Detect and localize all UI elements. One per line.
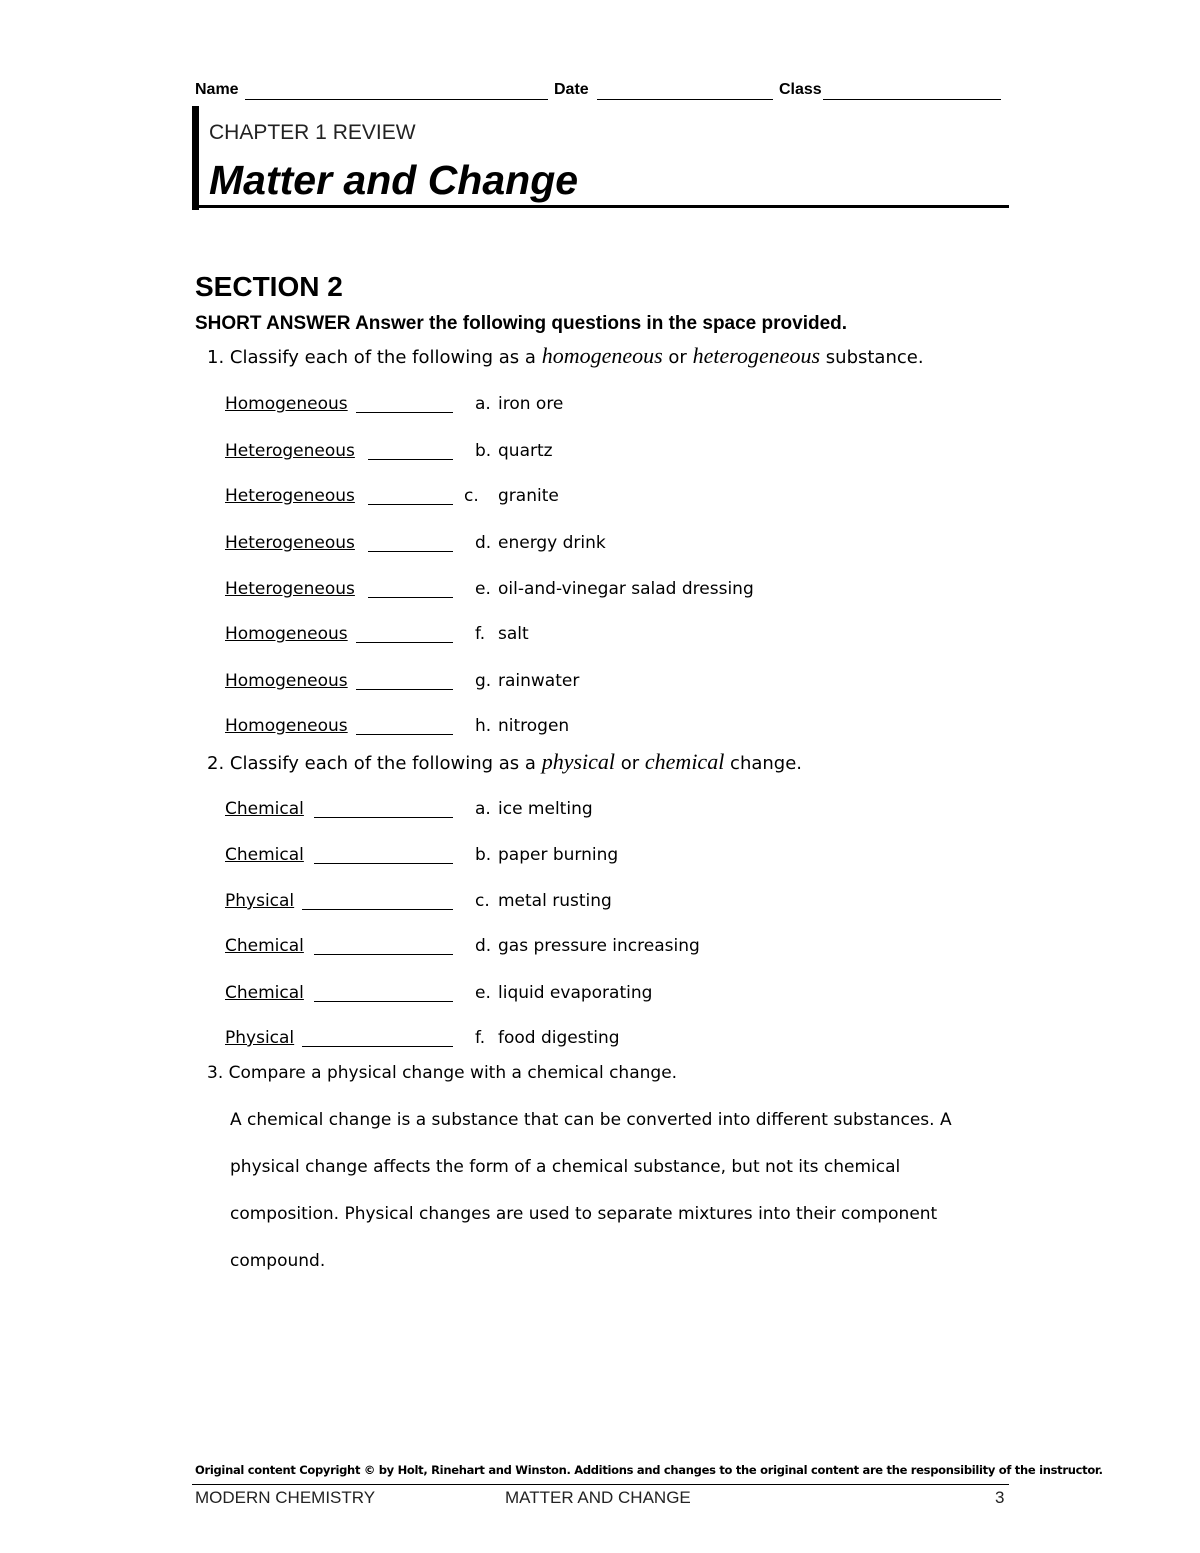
term-heterogeneous: heterogeneous [692,343,821,368]
answer-value[interactable]: Homogeneous [225,624,348,644]
answer-blank[interactable] [368,551,453,552]
answer-value[interactable]: Heterogeneous [225,533,355,553]
item-text: salt [498,624,529,644]
item-letter: c. [464,486,479,506]
item-letter: b. [475,441,492,461]
item-text: paper burning [498,845,619,865]
answer-blank[interactable] [314,817,453,818]
answer-blank[interactable] [302,909,453,910]
footer-rule [192,1484,1009,1485]
copyright-notice: Original content Copyright © by Holt, Rinehart and Winston. Additions and changes to the original content are the responsibility of the instructor. [195,1463,1103,1477]
item-letter: h. [475,716,492,736]
item-text: rainwater [498,671,580,691]
item-letter: a. [475,394,491,414]
class-label: Class [779,81,822,98]
answer-value[interactable]: Chemical [225,799,304,819]
question-text: Compare a physical change with a chemical change. [228,1063,678,1083]
date-label: Date [554,81,589,98]
item-letter: d. [475,936,492,956]
footer-chapter-title: MATTER AND CHANGE [505,1488,691,1507]
item-letter: f. [475,1028,486,1048]
item-letter: b. [475,845,492,865]
answer-blank[interactable] [356,642,453,643]
question-number: 3. [207,1063,224,1083]
answer-value[interactable]: Chemical [225,936,304,956]
item-letter: g. [475,671,492,691]
name-blank[interactable] [245,99,548,100]
answer-blank[interactable] [314,954,453,955]
item-text: granite [498,486,559,506]
chapter-rule [192,205,1009,208]
item-letter: e. [475,983,491,1003]
item-text: liquid evaporating [498,983,653,1003]
answer-value[interactable]: Physical [225,891,295,911]
answer-blank[interactable] [356,412,453,413]
chapter-title: Matter and Change [209,157,579,203]
item-text: gas pressure increasing [498,936,700,956]
item-letter: f. [475,624,486,644]
answer-blank[interactable] [314,1001,453,1002]
item-text: oil-and-vinegar salad dressing [498,579,754,599]
chapter-label: CHAPTER 1 REVIEW [209,121,416,144]
item-text: quartz [498,441,553,461]
question-3 [207,1061,677,1085]
answer-value[interactable]: Heterogeneous [225,486,355,506]
date-blank[interactable] [597,99,773,100]
chapter-side-bar [192,106,199,210]
item-letter: e. [475,579,491,599]
section-instructions: SHORT ANSWER Answer the following questions in the space provided. [195,313,848,334]
answer-value[interactable]: Homogeneous [225,394,348,414]
answer-line[interactable]: A chemical change is a substance that can be converted into different substances. A [230,1110,952,1130]
answer-value[interactable]: Heterogeneous [225,579,355,599]
item-text: metal rusting [498,891,612,911]
question-number: 1. [207,347,225,368]
answer-value[interactable]: Chemical [225,845,304,865]
answer-value[interactable]: Heterogeneous [225,441,355,461]
name-label: Name [195,81,239,98]
answer-value[interactable]: Homogeneous [225,671,348,691]
page-number: 3 [995,1488,1005,1507]
answer-blank[interactable] [368,459,453,460]
item-text: energy drink [498,533,606,553]
item-letter: a. [475,799,491,819]
footer-book-title: MODERN CHEMISTRY [195,1488,376,1507]
answer-value[interactable]: Chemical [225,983,304,1003]
item-letter: c. [475,891,490,911]
answer-blank[interactable] [368,597,453,598]
term-homogeneous: homogeneous [541,343,663,368]
question-2: 2. Classify each of the following as a physical or chemical change. [207,749,803,774]
answer-line[interactable]: compound. [230,1251,326,1271]
answer-line[interactable]: physical change affects the form of a chemical substance, but not its chemical [230,1157,901,1177]
item-text: iron ore [498,394,564,414]
item-text: ice melting [498,799,593,819]
answer-line[interactable]: composition. Physical changes are used to separate mixtures into their component [230,1204,938,1224]
answer-blank[interactable] [356,734,453,735]
item-letter: d. [475,533,492,553]
question-1: 1. Classify each of the following as a homogeneous or heterogeneous substance. [207,343,924,368]
term-physical: physical [541,749,616,774]
question-number: 2. [207,753,225,774]
item-text: food digesting [498,1028,620,1048]
answer-blank[interactable] [356,689,453,690]
question-text: Classify each of the following as a [229,753,536,774]
item-text: nitrogen [498,716,570,736]
question-text: Classify each of the following as a [229,347,536,368]
answer-blank[interactable] [302,1046,453,1047]
term-chemical: chemical [644,749,725,774]
section-title: SECTION 2 [195,271,343,302]
answer-value[interactable]: Homogeneous [225,716,348,736]
answer-value[interactable]: Physical [225,1028,295,1048]
class-blank[interactable] [823,99,1001,100]
answer-blank[interactable] [368,504,453,505]
answer-blank[interactable] [314,863,453,864]
